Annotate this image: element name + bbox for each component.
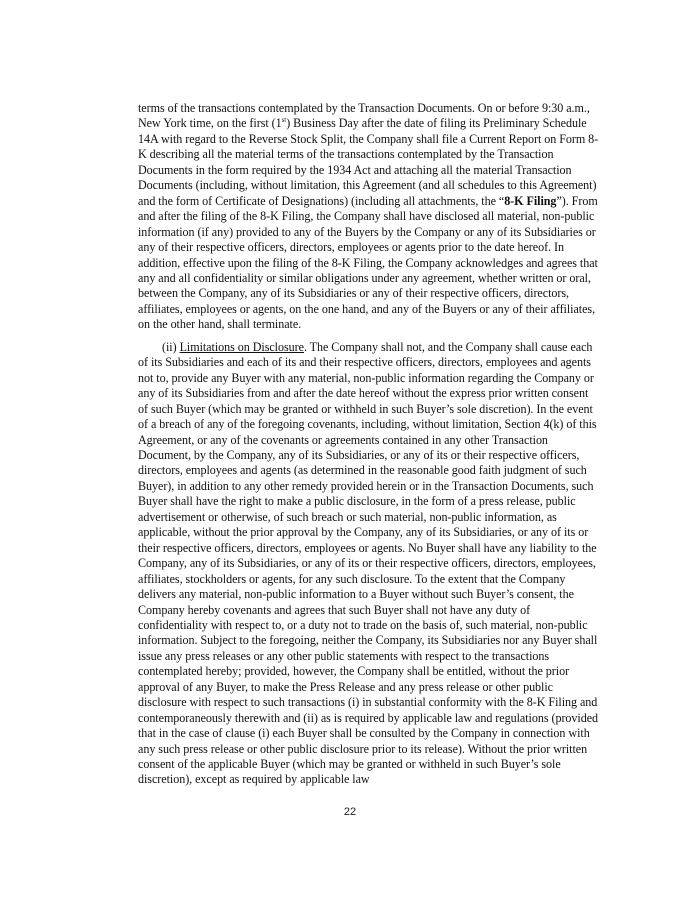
- section-number: (ii): [162, 339, 180, 354]
- paragraph-8k-filing: [138, 101, 600, 333]
- paragraph-limitations-on-disclosure: [138, 340, 600, 788]
- section-heading: Limitations on Disclosure: [179, 339, 304, 354]
- ordinal-superscript: st: [281, 116, 287, 125]
- paragraph-8k-filing-text-3: ”). From and after the filing of the 8-K Filing, the Company shall have disclosed all material, non-public information (if any) provided to any of the Buyers by the Company or any of its Subsidiaries or any of their respective officers, directors, employees or agents prior to the date hereof. In addition, effective upon the filing of the 8-K Filing, the Company acknowledges and agrees that any and all confidentiality or similar obligations under any agreement, whether written or oral, between the Company, any of its Subsidiaries or any of their respective officers, directors, affiliates, employees or agents, on the one hand, and any of the Buyers or any of their affiliates, on the other hand, shall terminate.: [138, 193, 598, 332]
- paragraph-limitations-text: . The Company shall not, and the Company shall cause each of its Subsidiaries and each of its and their respective officers, directors, employees and agents not to, provide any Buyer with any material, non-public information regarding the Company or any of its Subsidiaries from and after the date hereof without the express prior written consent of such Buyer (which may be granted or withheld in such Buyer’s sole discretion). In the event of a breach of any of the foregoing covenants, including, without limitation, Section 4(k) of this Agreement, or any of the covenants or agreements contained in any other Transaction Document, by the Company, any of its Subsidiaries, or any of its or their respective officers, directors, employees and agents (as determined in the reasonable good faith judgment of such Buyer), in addition to any other remedy provided herein or in the Transaction Documents, such Buyer shall have the right to make a public disclosure, in the form of a press release, public advertisement or otherwise, of such breach or such material, non-public information, as applicable, without the prior approval by the Company, any of its Subsidiaries, or any of its or their respective officers, directors, employees or agents. No Buyer shall have any liability to the Company, any of its Subsidiaries, or any of its or their respective officers, directors, employees, affiliates, stockholders or agents, for any such disclosure. To the extent that the Company delivers any material, non-public information to a Buyer without such Buyer’s consent, the Company hereby covenants and agrees that such Buyer shall not have any duty of confidentiality with respect to, or a duty not to trade on the basis of, such material, non-public information. Subject to the foregoing, neither the Company, its Subsidiaries nor any Buyer shall issue any press releases or any other public statements with respect to the transactions contemplated hereby; provided, however, the Company shall be entitled, without the prior approval of any Buyer, to make the Press Release and any press release or other public disclosure with respect to such transactions (i) in substantial conformity with the 8-K Filing and contemporaneously therewith and (ii) as is required by applicable law and regulations (provided that in the case of clause (i) each Buyer shall be consulted by the Company in connection with any such press release or other public disclosure prior to its release). Without the prior written consent of the applicable Buyer (which may be granted or withheld in such Buyer’s sole discretion), except as required by applicable law: [138, 339, 599, 787]
- paragraph-8k-filing-text-1: terms of the transactions contemplated by the Transaction Documents. On or before 9:30 a.m., New York time, on the first (1: [138, 101, 590, 131]
- defined-term-8k-filing: 8-K Filing: [504, 193, 557, 208]
- document-body: [138, 101, 600, 788]
- page-number: 22: [343, 806, 357, 818]
- paragraph-8k-filing-text-2: ) Business Day after the date of filing its Preliminary Schedule 14A with regard to the Reverse Stock Split, the Company shall file a Current Report on Form 8-K describing all the material terms of the transactions contemplated by the Transaction Documents in the form required by the 1934 Act and attaching all the material Transaction Documents (including, without limitation, this Agreement (and all schedules to this Agreement) and the form of Certificate of Designations) (including all attachments, the “: [138, 116, 599, 208]
